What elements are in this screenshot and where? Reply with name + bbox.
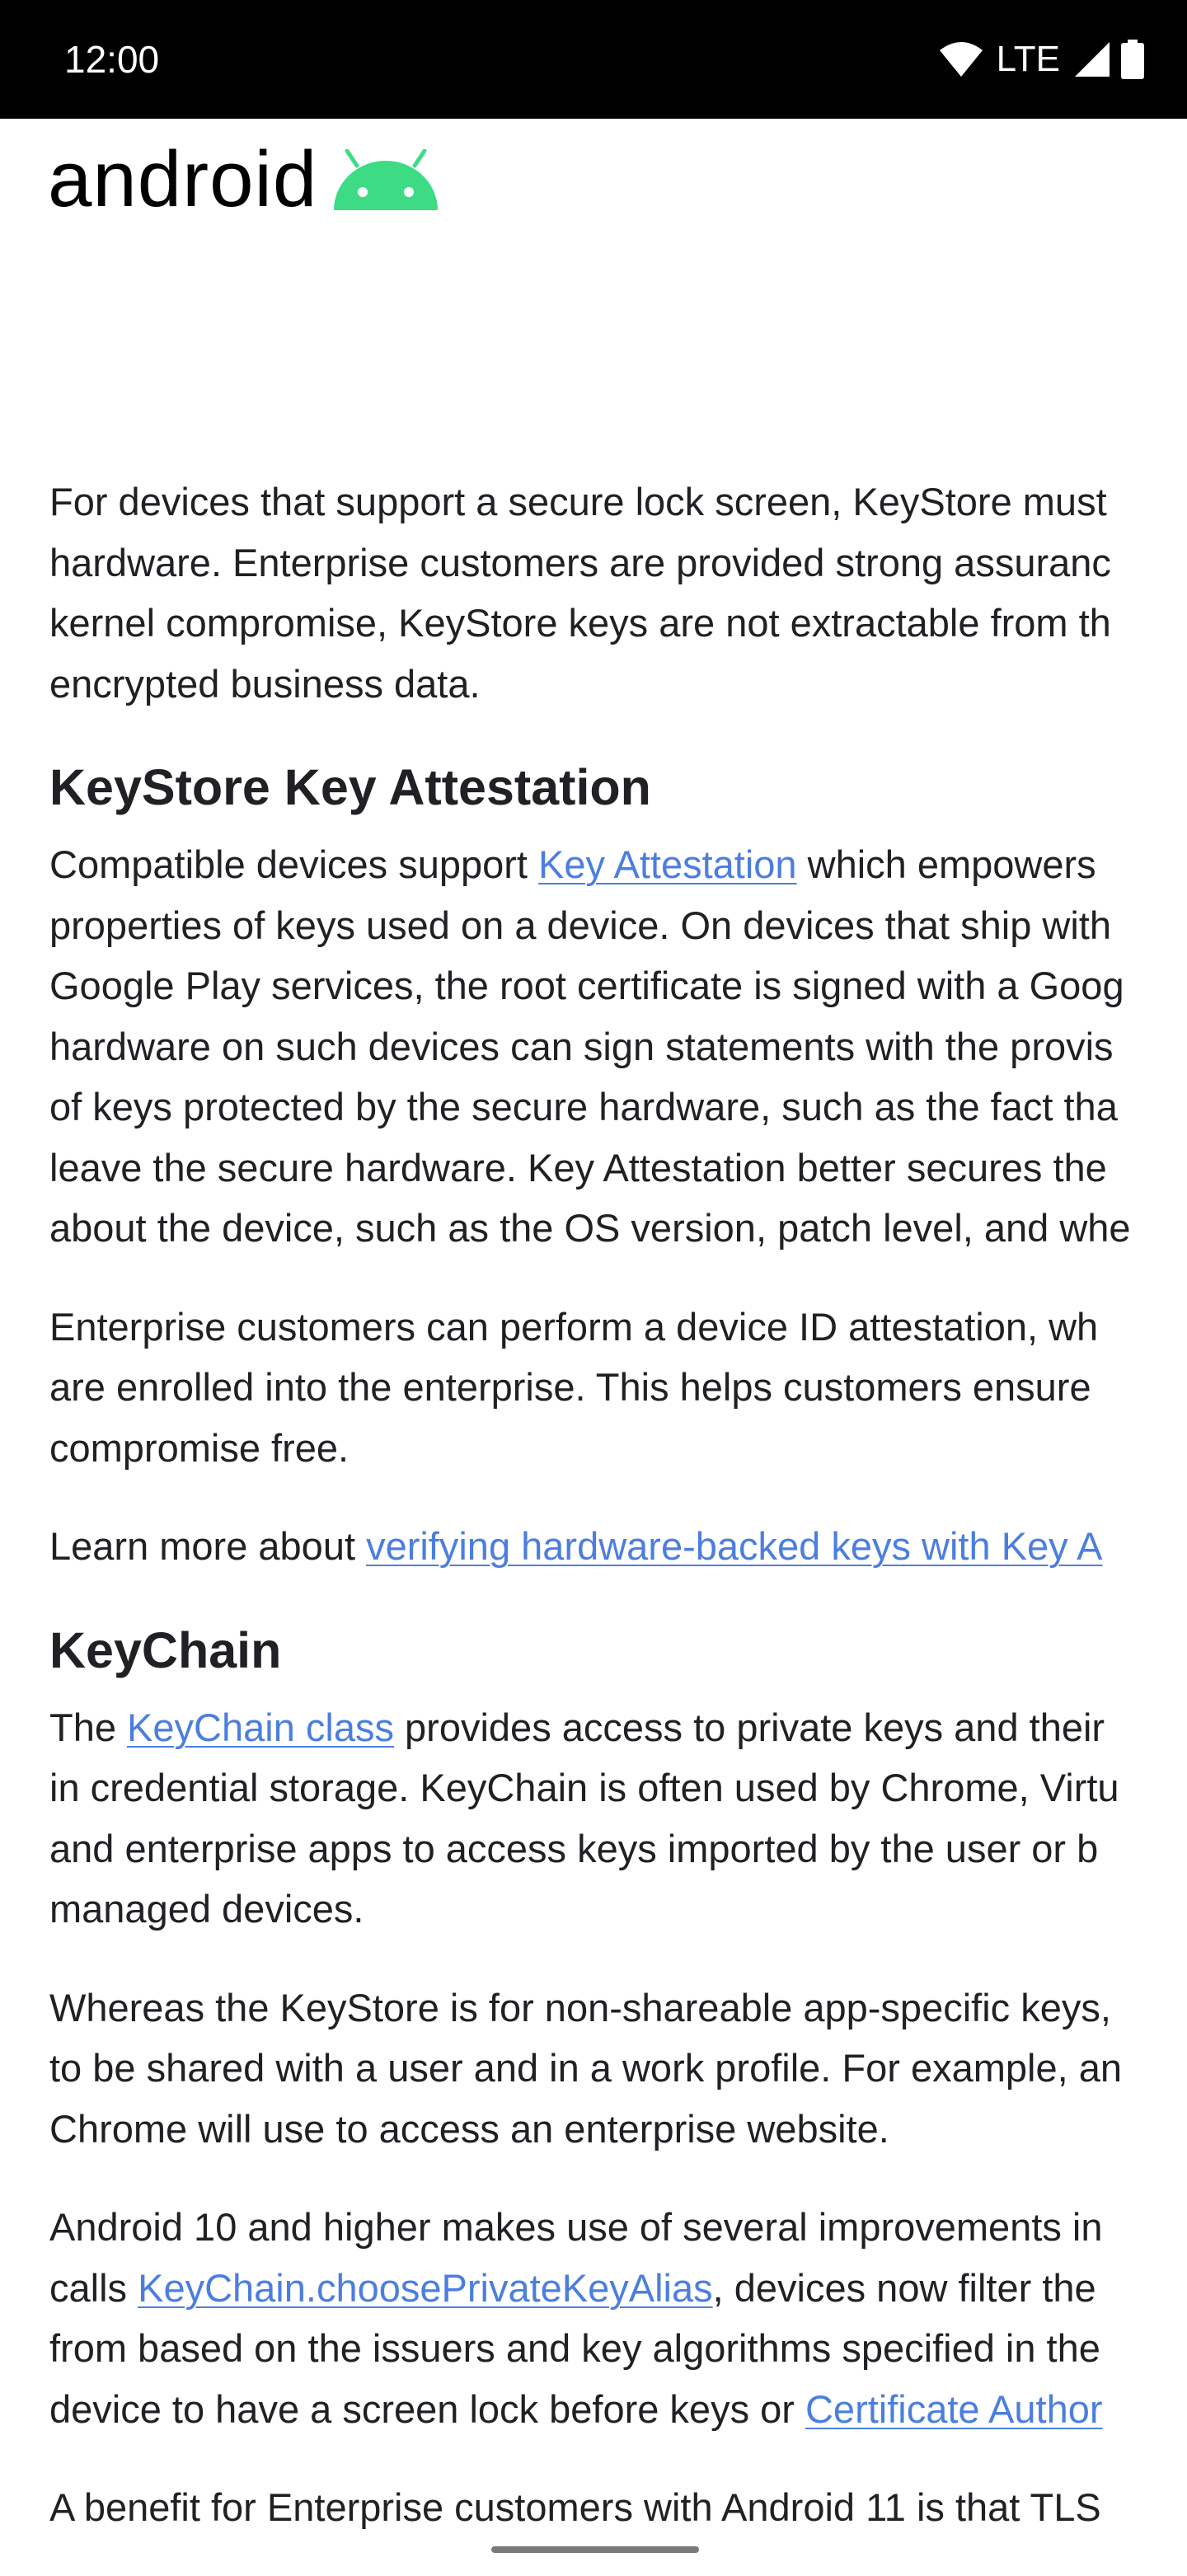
android-robot-icon	[332, 149, 439, 216]
text-line: kernel compromise, KeyStore keys are not extractable from th	[49, 601, 1111, 645]
text-line: are enrolled into the enterprise. This helps customers ensure	[49, 1365, 1091, 1409]
text-fragment: provides access to private keys and their	[393, 1705, 1105, 1749]
keychain-class-link[interactable]: KeyChain class	[127, 1705, 394, 1749]
text-line: encrypted business data.	[49, 661, 481, 706]
status-icons	[939, 36, 1144, 82]
text-line: about the device, such as the OS version, patch level, and whe	[49, 1206, 1131, 1250]
text-line: hardware. Enterprise customers are provided strong assuranc	[49, 540, 1111, 584]
text-line: hardware on such devices can sign statements with the provis	[49, 1024, 1114, 1068]
device-id-attestation-paragraph	[49, 1297, 1187, 1479]
text-line: Android 10 and higher makes use of several improvements in	[49, 2205, 1103, 2249]
text-line: A benefit for Enterprise customers with Android 11 is that TLS	[49, 2485, 1101, 2529]
article-content	[49, 472, 1187, 2576]
text-line: Chrome will use to access an enterprise website.	[49, 2106, 889, 2151]
android-11-paragraph	[49, 2477, 1187, 2538]
battery-icon	[1121, 40, 1144, 79]
keystore-attestation-heading: KeyStore Key Attestation	[49, 759, 651, 815]
choose-private-key-alias-link[interactable]: KeyChain.choosePrivateKeyAlias	[138, 2265, 713, 2310]
wifi-icon	[939, 40, 983, 78]
android-wordmark: android	[48, 135, 318, 223]
status-bar	[0, 0, 1187, 119]
text-fragment: Compatible devices support	[49, 842, 539, 886]
keychain-heading: KeyChain	[49, 1621, 282, 1678]
certificate-authority-link[interactable]: Certificate Author	[805, 2386, 1103, 2431]
intro-paragraph	[49, 472, 1187, 714]
text-line: of keys protected by the secure hardware, such as the fact tha	[49, 1085, 1118, 1128]
text-line: and enterprise apps to access keys imported by the user or b	[49, 1826, 1099, 1870]
text-fragment: The	[49, 1705, 128, 1749]
text-line: Google Play services, the root certificate is signed with a Goog	[49, 964, 1124, 1007]
gesture-navigation-handle[interactable]	[491, 2546, 699, 2553]
text-line: in credential storage. KeyChain is often used by Chrome, Virtu	[49, 1766, 1119, 1809]
android-10-paragraph	[49, 2197, 1187, 2439]
text-fragment: which empowers	[796, 842, 1096, 886]
attestation-paragraph	[49, 834, 1187, 1259]
android-logo[interactable]	[48, 135, 439, 223]
verifying-keys-link[interactable]: verifying hardware-backed keys with Key A	[366, 1524, 1103, 1568]
text-fragment: Learn more about	[49, 1524, 367, 1568]
text-line: Enterprise customers can perform a device ID attestation, wh	[49, 1304, 1099, 1349]
text-fragment: calls	[49, 2265, 138, 2310]
text-line: from based on the issuers and key algorithms specified in the	[49, 2326, 1100, 2370]
text-line: managed devices.	[49, 1887, 364, 1931]
status-time: 12:00	[64, 38, 160, 81]
keychain-paragraph	[49, 1697, 1187, 1940]
text-line: compromise free.	[49, 1425, 350, 1470]
text-line: to be shared with a user and in a work profile. For example, an	[49, 2046, 1123, 2090]
text-line: leave the secure hardware. Key Attestation better secures the	[49, 1145, 1107, 1189]
keystore-vs-keychain-paragraph	[49, 1978, 1187, 2160]
learn-more-paragraph	[49, 1516, 1187, 1577]
text-fragment: device to have a screen lock before keys or	[49, 2386, 805, 2431]
text-line: properties of keys used on a device. On devices that ship with	[49, 903, 1111, 947]
text-fragment: , devices now filter the	[712, 2265, 1096, 2310]
network-type-label: LTE	[996, 39, 1060, 79]
cell-signal-icon	[1073, 40, 1111, 78]
text-line: For devices that support a secure lock screen, KeyStore must	[49, 480, 1107, 523]
text-line: Whereas the KeyStore is for non-shareable app-specific keys,	[49, 1985, 1111, 2029]
key-attestation-link[interactable]: Key Attestation	[538, 842, 797, 886]
